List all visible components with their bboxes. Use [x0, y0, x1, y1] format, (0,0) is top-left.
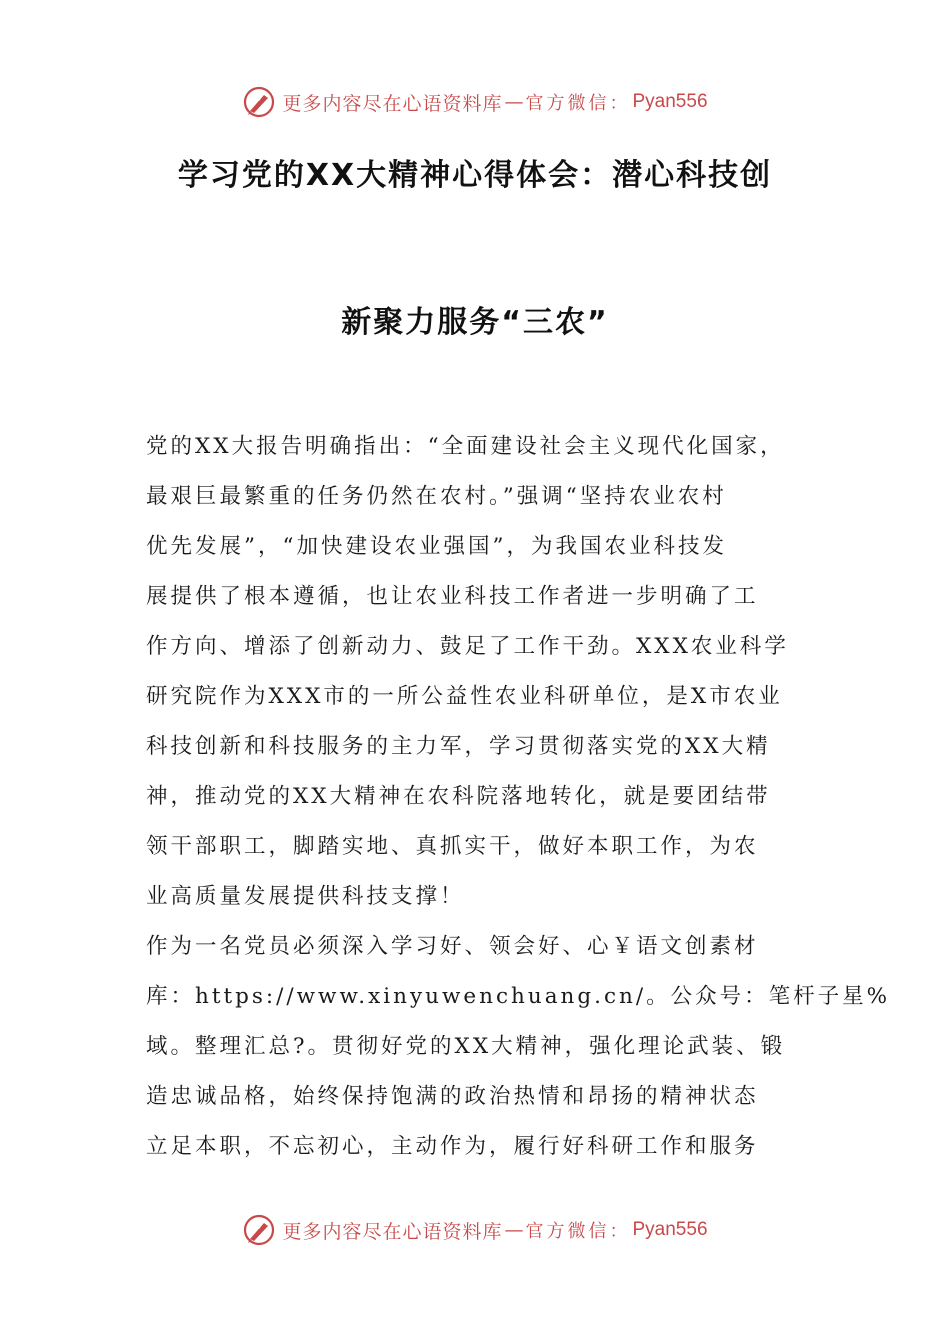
body-line: 造忠诚品格，始终保持饱满的政治热情和昂扬的精神状态	[146, 1084, 759, 1109]
pen-circle-logo-icon	[242, 85, 276, 119]
body-line: 优先发展”，“加快建设农业强国”，为我国农业科技发	[146, 534, 727, 559]
footer-watermark-banner	[0, 1210, 950, 1250]
banner-main-text: 更多内容尽在心语资料库	[282, 1220, 503, 1243]
body-line: 作方向、增添了创新动力、鼓足了工作干劲。XXX农业科学	[146, 634, 789, 659]
body-line: 最艰巨最繁重的任务仍然在农村。”强调“坚持农业农村	[146, 484, 727, 509]
pen-circle-logo-icon	[242, 1213, 276, 1247]
header-watermark-banner	[0, 82, 950, 122]
banner-wechat-id: Pyan556	[632, 91, 708, 112]
document-body	[146, 422, 891, 1172]
banner-separator: —	[504, 91, 524, 113]
body-line: 科技创新和科技服务的主力军，学习贯彻落实党的XX大精	[146, 734, 771, 759]
body-line: 作为一名党员必须深入学习好、领会好、心￥语文创素材	[146, 934, 759, 959]
document-title-line-1: 学习党的XX大精神心得体会：潜心科技创	[177, 158, 773, 193]
body-line: 域。整理汇总?。贯彻好党的XX大精神，强化理论武装、锻	[146, 1034, 786, 1059]
body-line: 领干部职工，脚踏实地、真抓实干，做好本职工作，为农	[146, 834, 759, 859]
body-line: 立足本职，不忘初心，主动作为，履行好科研工作和服务	[146, 1134, 759, 1159]
body-line: 库：https://www.xinyuwenchuang.cn/。公众号：笔杆子星%	[146, 984, 891, 1009]
banner-wechat-label: 官方微信：	[525, 93, 631, 114]
banner-wechat-id: Pyan556	[632, 1219, 708, 1240]
banner-wechat-label: 官方微信：	[525, 1221, 631, 1242]
banner-separator: —	[504, 1219, 524, 1241]
banner-main-text: 更多内容尽在心语资料库	[282, 92, 503, 115]
body-line: 展提供了根本遵循，也让农业科技工作者进一步明确了工	[146, 584, 759, 609]
body-line: 党的XX大报告明确指出：“全面建设社会主义现代化国家，	[146, 434, 785, 459]
document-title-line-2: 新聚力服务“三农”	[341, 305, 609, 340]
body-line: 研究院作为XXX市的一所公益性农业科研单位，是X市农业	[146, 684, 783, 709]
body-line: 业高质量发展提供科技支撑！	[146, 884, 465, 909]
body-line: 神，推动党的XX大精神在农科院落地转化，就是要团结带	[146, 784, 771, 809]
